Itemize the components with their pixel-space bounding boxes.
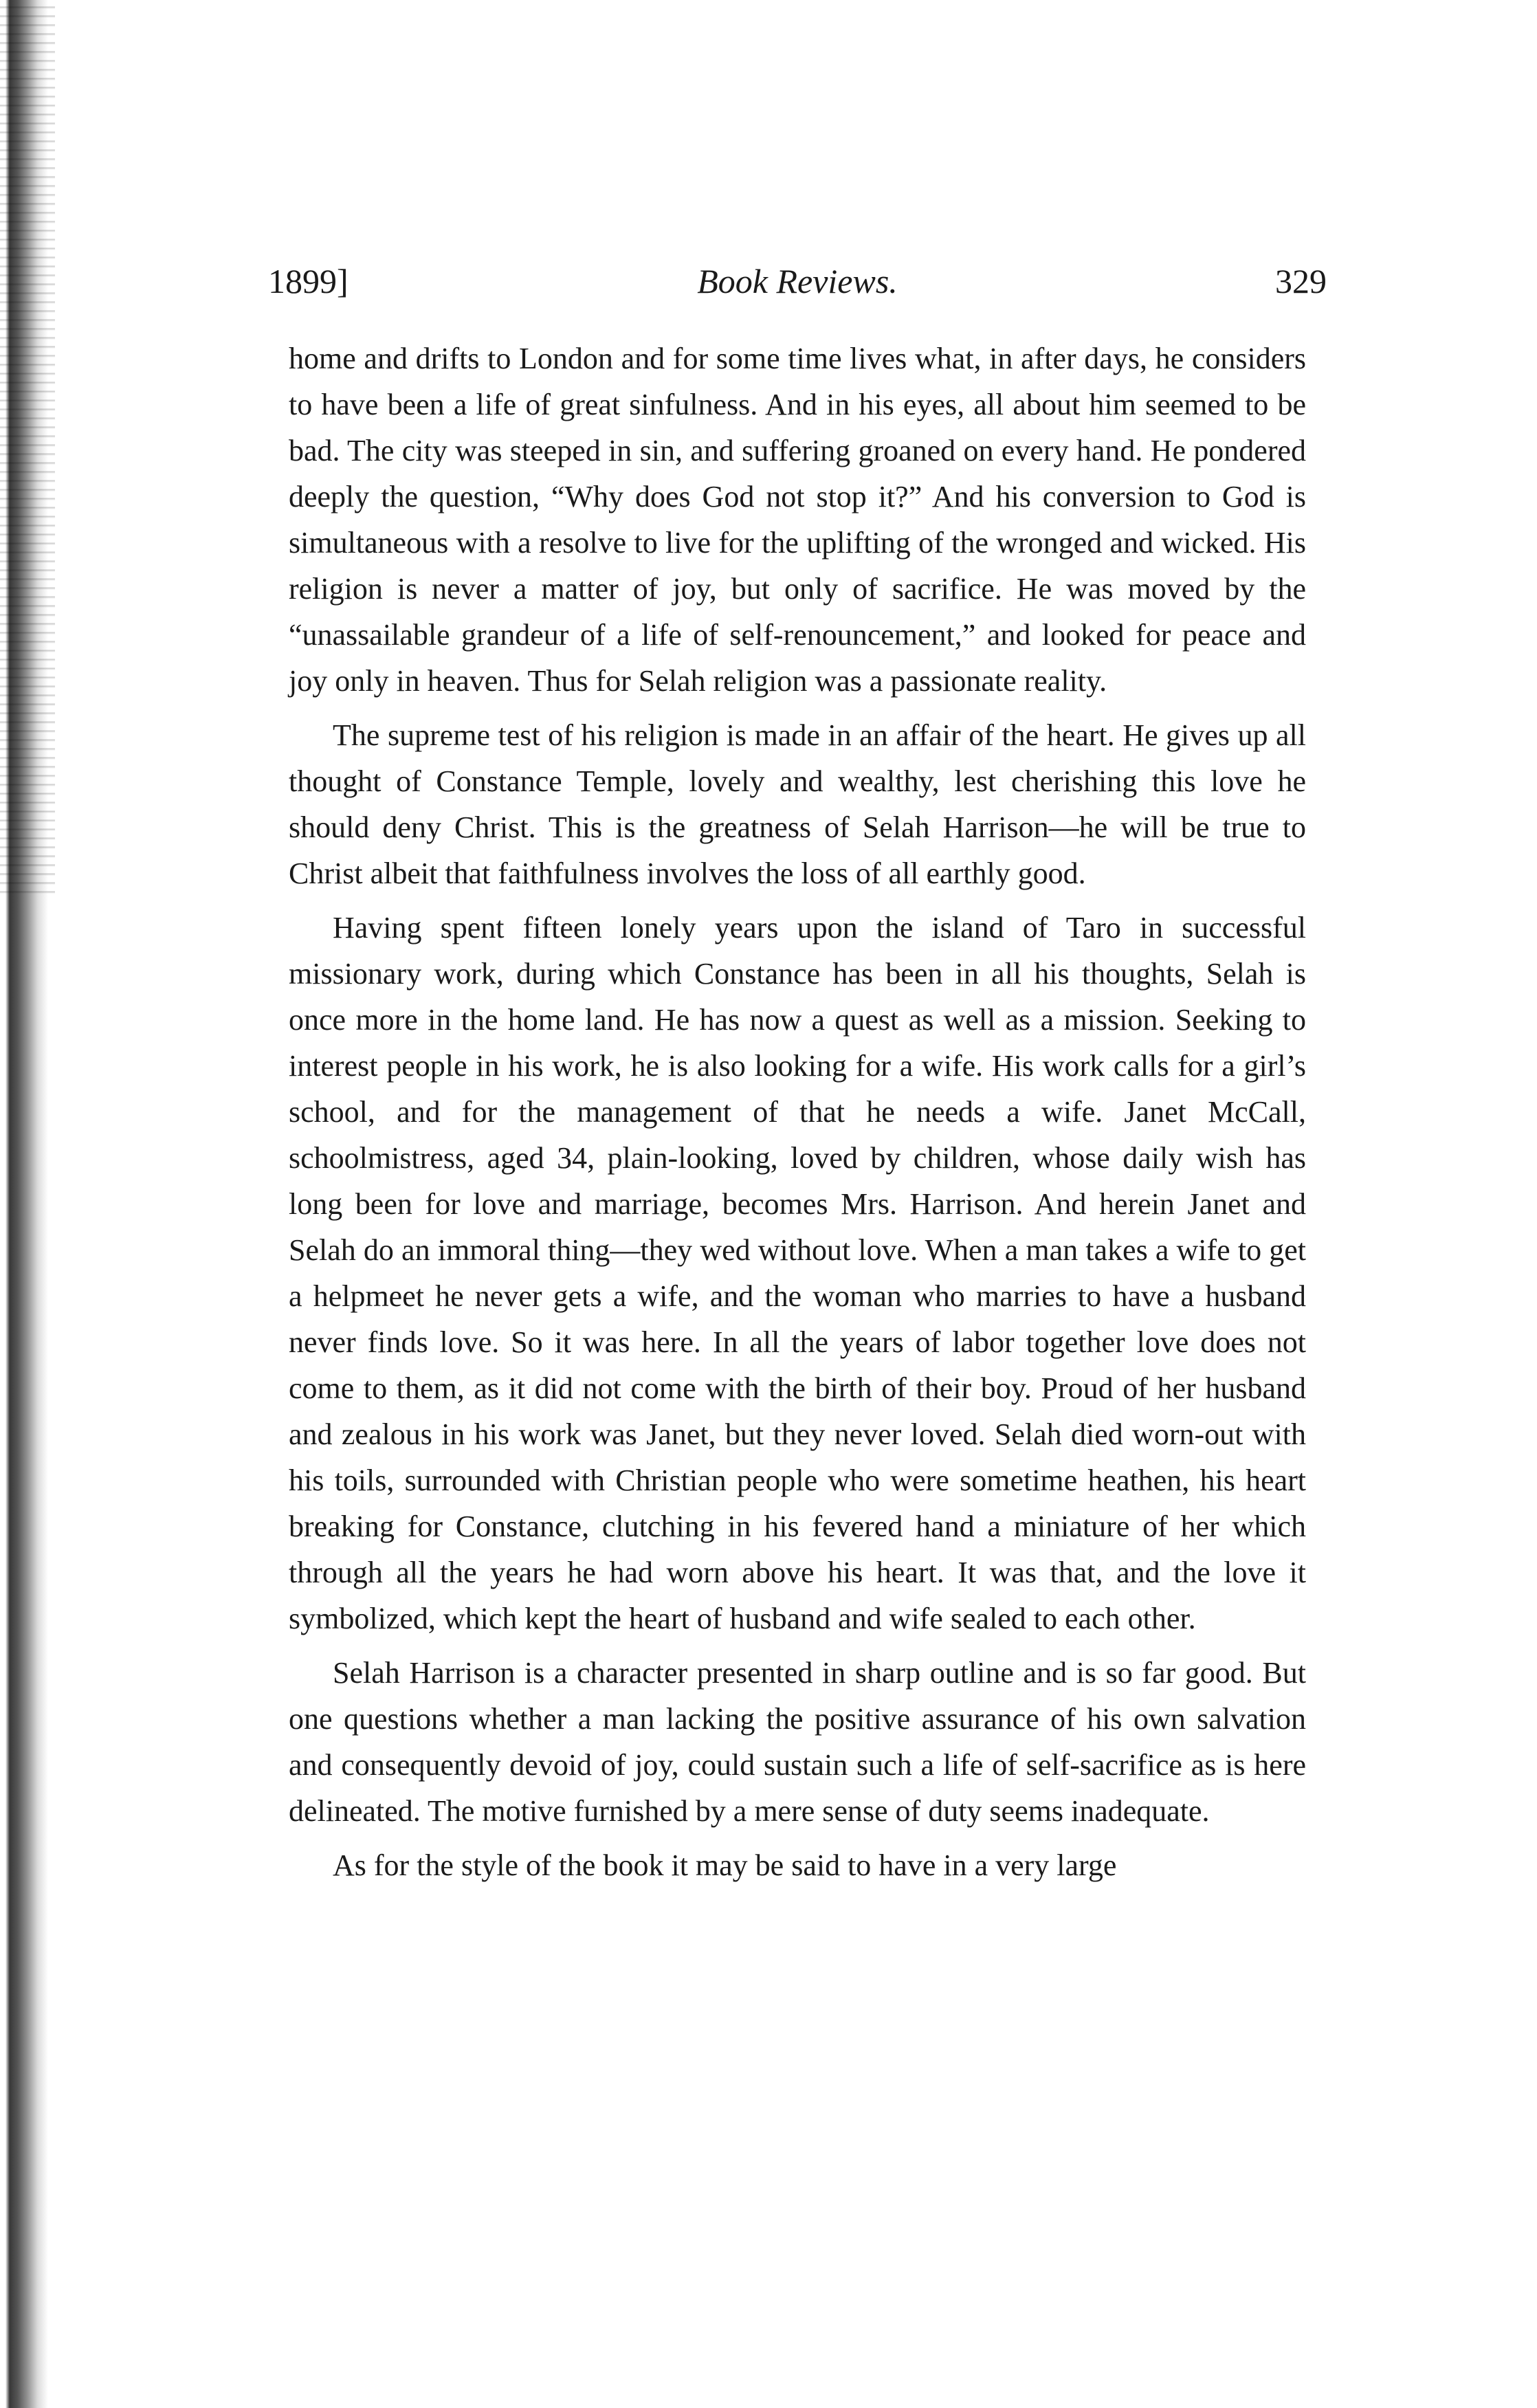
running-head [268, 261, 1327, 316]
book-page [268, 261, 1327, 1897]
paragraph-continued: home and drifts to London and for some time lives what, in after days, he considers to have been a life of great sinfulness. And in his eyes, all about him seemed to be bad. The city was steeped in sin, and suffering groaned on every hand. He pondered deeply the question, “Why does God not stop it?” And his conversion to God is simultaneous with a resolve to live for the uplifting of the wronged and wicked. His religion is never a matter of joy, but only of sacrifice. He was moved by the “unassailable grandeur of a life of self-renouncement,” and looked for peace and joy only in heaven. Thus for Selah religion was a passionate reality. [289, 342, 1306, 698]
paragraph: Having spent fifteen lonely years upon the island of Taro in successful missionary work, during which Constance has been in all his thoughts, Selah is once more in the home land. He has now a quest as well as a mission. Seeking to interest people in his work, he is also looking for a wife. His work calls for a girl’s school, and for the management of that he needs a wife. Janet McCall, schoolmistress, aged 34, plain-looking, loved by children, whose daily wish has long been for love and marriage, becomes Mrs. Harrison. And herein Janet and Selah do an immoral thing—they wed without love. When a man takes a wife to get a helpmeet he never gets a wife, and the woman who marries to have a husband never finds love. So it was here. In all the years of labor together love does not come to them, as it did not come with the birth of their boy. Proud of her husband and zealous in his work was Janet, but they never loved. Selah died worn-out with his toils, surrounded with Christian people who were sometime heathen, his heart breaking for Constance, clutching in his fevered hand a miniature of her which through all the years he had worn above his heart. It was that, and the love it symbolized, which kept the heart of husband and wife sealed to each other. [289, 911, 1306, 1635]
paragraph: The supreme test of his religion is made in an affair of the heart. He gives up all thought of Constance Temple, lovely and wealthy, lest cherishing this love he should deny Christ. This is the greatness of Selah Harrison—he will be true to Christ albeit that faithfulness involves the loss of all earthly good. [289, 718, 1306, 890]
binding-shadow [0, 0, 55, 894]
running-head-year: 1899] [268, 262, 349, 300]
paragraph: As for the style of the book it may be said to have in a very large [333, 1848, 1117, 1882]
running-head-title: Book Reviews. [697, 262, 898, 300]
body-text [289, 335, 1306, 1888]
page-number: 329 [1275, 262, 1327, 300]
paragraph: Selah Harrison is a character presented in sharp outline and is so far good. But one questions whether a man lacking the positive assurance of his own salvation and consequently devoid of joy, could sustain such a life of self-sacrifice as is here delineated. The motive furnished by a mere sense of duty seems inadequate. [289, 1656, 1306, 1828]
